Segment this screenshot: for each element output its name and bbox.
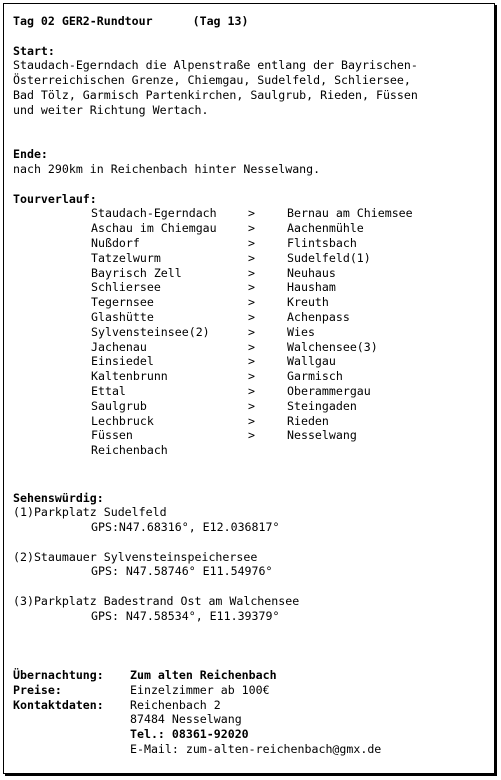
route-from: Saulgrub (91, 398, 147, 413)
tour-title: Tag 02 GER2-Rundtour (13, 14, 153, 28)
route-arrow: > (248, 413, 255, 428)
sight-gps: GPS:N47.68316°, E12.036817° (91, 520, 280, 535)
price-label: Preise: (13, 682, 62, 697)
route-to: Hausham (287, 280, 336, 295)
contact-phone: Tel.: 08361-92020 (130, 727, 249, 742)
route-from: Aschau im Chiemgau (91, 221, 217, 236)
route-from: Staudach-Egerndach (91, 206, 217, 221)
tour-document (13, 14, 487, 757)
route-arrow: > (248, 428, 255, 443)
contact-label: Kontaktdaten: (13, 697, 104, 712)
route-arrow: > (248, 309, 255, 324)
sight-name: (2)Staumauer Sylvensteinspeichersee (13, 549, 258, 564)
sight-gps: GPS: N47.58534°, E11.39379° (91, 608, 280, 623)
route-leg (13, 384, 487, 399)
doc-title (13, 14, 487, 29)
route-from: Sylvensteinsee(2) (91, 324, 210, 339)
route-from: Lechbruck (91, 413, 154, 428)
route-to: Oberammergau (287, 383, 371, 398)
email-row (13, 742, 487, 757)
sight-gps: GPS: N47.58746° E11.54976° (91, 564, 273, 579)
route-to: Rieden (287, 413, 329, 428)
route-from: Jachenau (91, 339, 147, 354)
route-leg (13, 236, 487, 251)
route-from: Füssen (91, 428, 133, 443)
route-leg (13, 280, 487, 295)
route-to: Bernau am Chiemsee (287, 206, 413, 221)
route-from: Tatzelwurm (91, 250, 161, 265)
route-to: Garmisch (287, 369, 343, 384)
route-leg (13, 354, 487, 369)
price-value: Einzelzimmer ab 100€ (130, 682, 270, 697)
route-arrow: > (248, 265, 255, 280)
end-text: nach 290km in Reichenbach hinter Nesselwang. (13, 161, 321, 176)
contact-street: Reichenbach 2 (130, 697, 221, 712)
start-line: Österreichischen Grenze, Chiemgau, Sudelfeld, Schliersee, (13, 73, 411, 88)
route-leg (13, 266, 487, 281)
route-leg (13, 325, 487, 340)
route-arrow: > (248, 398, 255, 413)
route-final: Reichenbach (91, 443, 168, 458)
route-from: Einsiedel (91, 354, 154, 369)
route-leg (13, 310, 487, 325)
route-leg (13, 221, 487, 236)
route-arrow: > (248, 339, 255, 354)
route-from: Tegernsee (91, 295, 154, 310)
route-from: Kaltenbrunn (91, 369, 168, 384)
start-label: Start: (13, 43, 55, 58)
route-to: Achenpass (287, 309, 350, 324)
start-line: Bad Tölz, Garmisch Partenkirchen, Saulgrub, Rieden, Füssen (13, 87, 418, 102)
route-to: Neuhaus (287, 265, 336, 280)
overnight-label: Übernachtung: (13, 668, 104, 683)
contact-email: E-Mail: zum-alten-reichenbach@gmx.de (130, 742, 382, 757)
route-list (13, 206, 487, 443)
route-to: Aachenmühle (287, 221, 364, 236)
sight-name: (3)Parkplatz Badestrand Ost am Walchensee (13, 594, 300, 609)
start-line: und weiter Richtung Wertach. (13, 102, 209, 117)
route-from: Schliersee (91, 280, 161, 295)
contact-city-row (13, 712, 487, 727)
route-leg (13, 251, 487, 266)
contact-row (13, 698, 487, 713)
route-leg (13, 340, 487, 355)
route-from: Nußdorf (91, 235, 140, 250)
route-leg (13, 206, 487, 221)
route-to: Wies (287, 324, 315, 339)
route-arrow: > (248, 221, 255, 236)
route-to: Flintsbach (287, 235, 357, 250)
route-arrow: > (248, 250, 255, 265)
tour-day: (Tag 13) (192, 14, 249, 28)
route-leg (13, 369, 487, 384)
route-to: Sudelfeld(1) (287, 250, 371, 265)
overnight-value: Zum alten Reichenbach (130, 668, 277, 683)
route-leg (13, 414, 487, 429)
route-leg (13, 295, 487, 310)
overnight-row (13, 668, 487, 683)
route-leg (13, 428, 487, 443)
route-arrow: > (248, 295, 255, 310)
sight-name: (1)Parkplatz Sudelfeld (13, 505, 167, 520)
route-to: Kreuth (287, 295, 329, 310)
route-from: Ettal (91, 383, 126, 398)
route-to: Steingaden (287, 398, 357, 413)
route-arrow: > (248, 280, 255, 295)
route-to: Nesselwang (287, 428, 357, 443)
route-arrow: > (248, 354, 255, 369)
route-from: Bayrisch Zell (91, 265, 182, 280)
route-from: Glashütte (91, 309, 154, 324)
contact-city: 87484 Nesselwang (130, 712, 242, 727)
route-arrow: > (248, 369, 255, 384)
route-label: Tourverlauf: (13, 191, 97, 206)
route-to: Walchensee(3) (287, 339, 378, 354)
sights-label: Sehenswürdig: (13, 490, 104, 505)
price-row (13, 683, 487, 698)
start-line: Staudach-Egerndach die Alpenstraße entlang der Bayrischen- (13, 58, 418, 73)
route-arrow: > (248, 383, 255, 398)
route-leg (13, 399, 487, 414)
route-arrow: > (248, 206, 255, 221)
route-arrow: > (248, 235, 255, 250)
route-to: Wallgau (287, 354, 336, 369)
phone-row (13, 727, 487, 742)
end-label: Ende: (13, 147, 48, 162)
route-arrow: > (248, 324, 255, 339)
